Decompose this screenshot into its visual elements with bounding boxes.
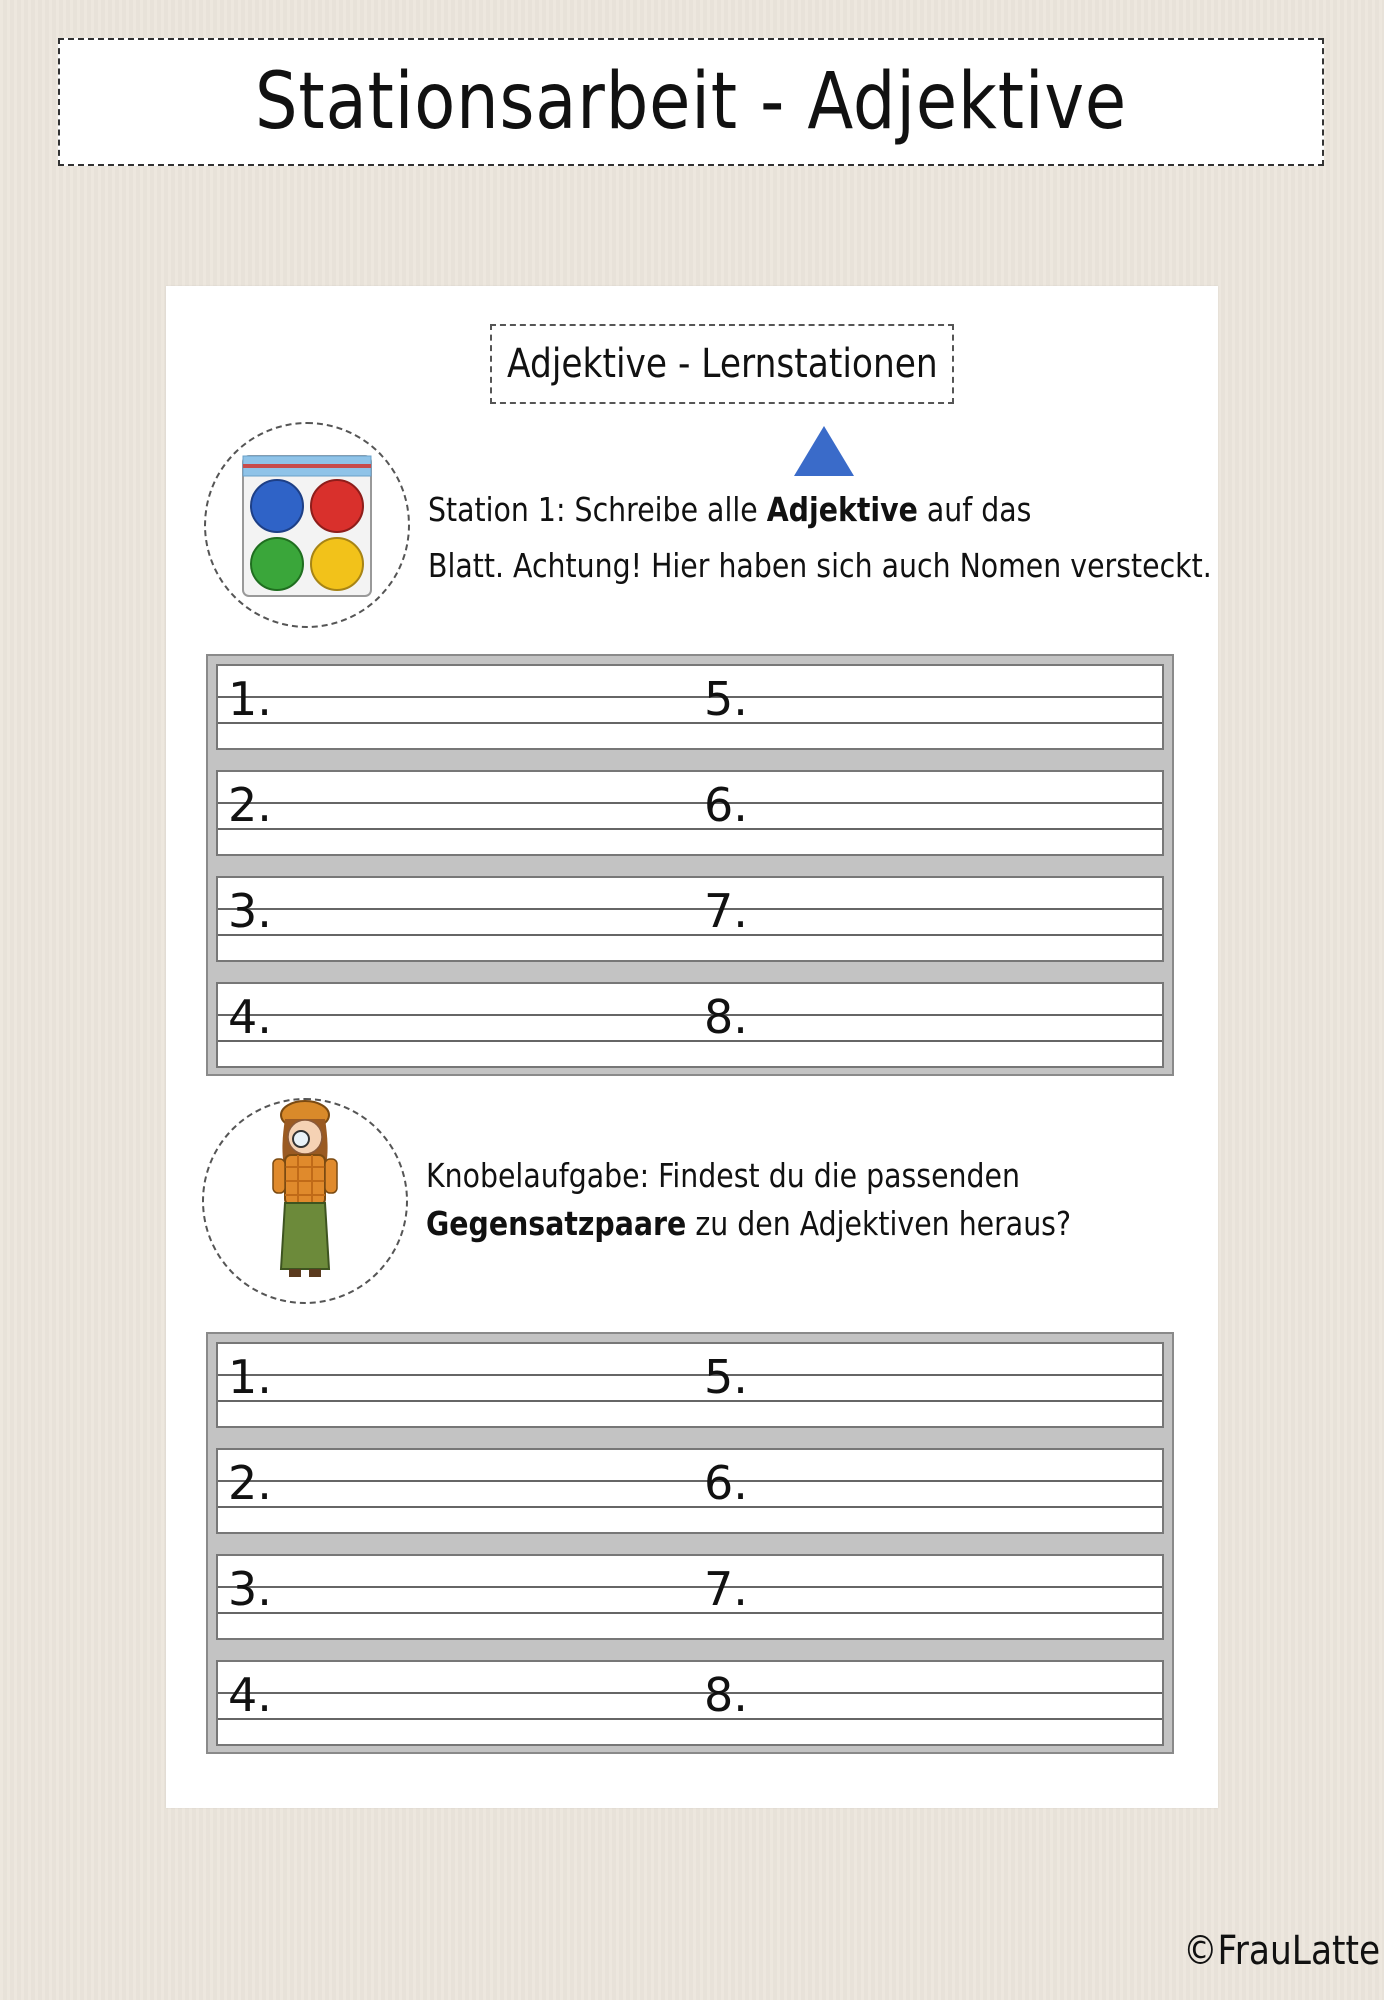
row-number-right: 8.: [704, 990, 748, 1044]
answer-row[interactable]: [216, 876, 1164, 962]
row-number-left: 1.: [228, 672, 272, 726]
answer-row[interactable]: [216, 664, 1164, 750]
answer-lines-block-2: [206, 1332, 1174, 1754]
row-number-left: 2.: [228, 778, 272, 832]
paint-palette-icon: [239, 450, 375, 600]
header-title-box: [58, 38, 1324, 166]
row-number-left: 1.: [228, 1350, 272, 1404]
row-number-right: 7.: [704, 1562, 748, 1616]
answer-row[interactable]: [216, 1660, 1164, 1746]
row-number-left: 4.: [228, 990, 272, 1044]
row-number-right: 7.: [704, 884, 748, 938]
answer-row[interactable]: [216, 982, 1164, 1068]
row-number-left: 3.: [228, 1562, 272, 1616]
answer-row[interactable]: [216, 770, 1164, 856]
row-number-right: 6.: [704, 778, 748, 832]
station2-line2: Gegensatzpaare zu den Adjektiven heraus?: [426, 1204, 1072, 1243]
row-number-left: 4.: [228, 1668, 272, 1722]
worksheet: [166, 286, 1218, 1808]
station2-instructions: [426, 1152, 1071, 1248]
row-number-left: 3.: [228, 884, 272, 938]
row-number-right: 8.: [704, 1668, 748, 1722]
worksheet-title: Adjektive - Lernstationen: [506, 341, 938, 387]
worksheet-title-box: [490, 324, 954, 404]
row-number-right: 6.: [704, 1456, 748, 1510]
row-number-left: 2.: [228, 1456, 272, 1510]
answer-lines-block-1: [206, 654, 1174, 1076]
page-title: Stationsarbeit - Adjektive: [254, 57, 1128, 147]
detective-girl-icon: [265, 1097, 345, 1283]
answer-row[interactable]: [216, 1448, 1164, 1534]
station1-line1: Station 1: Schreibe alle Adjektive auf das: [428, 490, 1032, 529]
station1-instructions: [428, 482, 1212, 594]
blue-triangle-icon: [794, 426, 854, 476]
row-number-right: 5.: [704, 672, 748, 726]
copyright-text: ©FrauLatte: [1182, 1928, 1380, 1974]
answer-row[interactable]: [216, 1342, 1164, 1428]
station2-line1: Knobelaufgabe: Findest du die passenden: [426, 1156, 1020, 1195]
station1-icon-circle: [204, 422, 410, 628]
answer-row[interactable]: [216, 1554, 1164, 1640]
station1-line2: Blatt. Achtung! Hier haben sich auch Nomen versteckt.: [428, 546, 1212, 585]
station2-icon-circle: [202, 1098, 408, 1304]
row-number-right: 5.: [704, 1350, 748, 1404]
